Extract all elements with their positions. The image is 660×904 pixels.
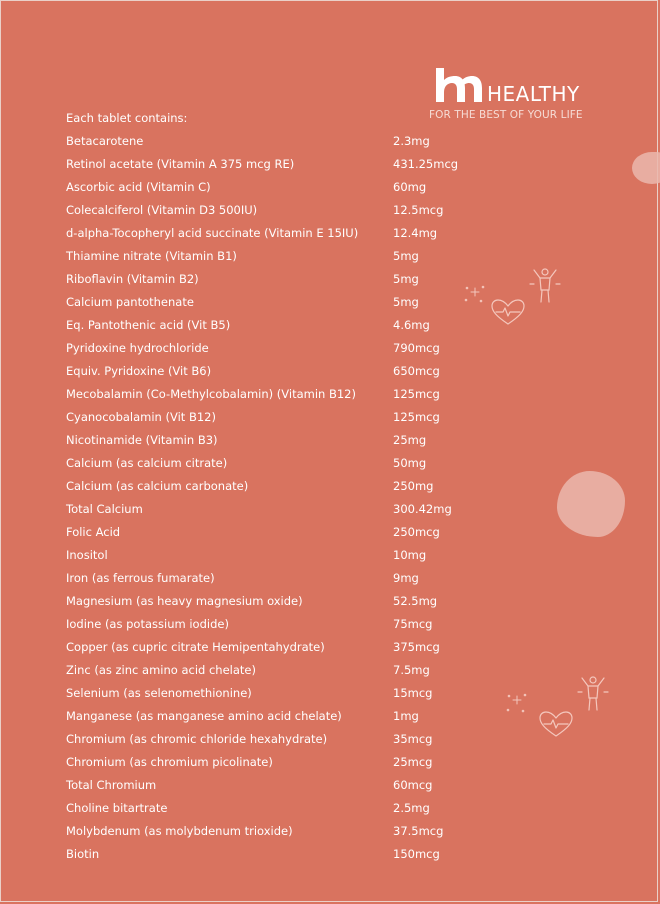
nutrient-name: Inositol xyxy=(66,548,108,562)
nutrient-amount: 75mcg xyxy=(393,617,433,631)
nutrient-name: Nicotinamide (Vitamin B3) xyxy=(66,433,218,447)
nutrient-name: Mecobalamin (Co-Methylcobalamin) (Vitamin B12) xyxy=(66,387,356,401)
table-row xyxy=(66,315,586,338)
nutrient-name: Biotin xyxy=(66,847,100,861)
table-row xyxy=(66,453,586,476)
nutrient-amount: 790mcg xyxy=(393,341,440,355)
nutrient-name: Calcium (as calcium citrate) xyxy=(66,456,228,470)
nutrient-amount: 10mg xyxy=(393,548,427,562)
nutrient-amount: 52.5mg xyxy=(393,594,438,608)
nutrient-amount: 12.5mcg xyxy=(393,203,444,217)
nutrient-name: Folic Acid xyxy=(66,525,121,539)
nutrient-name: Thiamine nitrate (Vitamin B1) xyxy=(66,249,237,263)
nutrient-name: Chromium (as chromic chloride hexahydrate) xyxy=(66,732,328,746)
table-row xyxy=(66,545,586,568)
table-row xyxy=(66,177,586,200)
nutrient-name: Calcium pantothenate xyxy=(66,295,194,309)
table-header-label: Each tablet contains: xyxy=(66,111,188,125)
table-row xyxy=(66,246,586,269)
table-row xyxy=(66,131,586,154)
table-row xyxy=(66,499,586,522)
nutrient-name: Eq. Pantothenic acid (Vit B5) xyxy=(66,318,231,332)
table-row xyxy=(66,407,586,430)
nutrient-name: Colecalciferol (Vitamin D3 500IU) xyxy=(66,203,258,217)
nutrient-name: Copper (as cupric citrate Hemipentahydrate) xyxy=(66,640,325,654)
bn-logo-mark-icon xyxy=(432,66,486,104)
table-header xyxy=(66,108,586,131)
nutrient-name: Total Chromium xyxy=(66,778,157,792)
table-row xyxy=(66,200,586,223)
nutrient-amount: 300.42mg xyxy=(393,502,452,516)
nutrient-amount: 125mcg xyxy=(393,410,440,424)
nutrient-amount: 125mcg xyxy=(393,387,440,401)
table-row xyxy=(66,384,586,407)
nutrient-amount: 2.5mg xyxy=(393,801,430,815)
nutrient-amount: 5mg xyxy=(393,295,419,309)
table-row xyxy=(66,637,586,660)
nutrient-name: Total Calcium xyxy=(66,502,143,516)
nutrient-amount: 15mcg xyxy=(393,686,433,700)
nutrient-amount: 12.4mg xyxy=(393,226,438,240)
table-row xyxy=(66,683,586,706)
nutrient-name: Pyridoxine hydrochloride xyxy=(66,341,209,355)
table-row xyxy=(66,568,586,591)
nutrient-name: Molybdenum (as molybdenum trioxide) xyxy=(66,824,293,838)
table-row xyxy=(66,476,586,499)
table-row xyxy=(66,269,586,292)
nutrient-name: Selenium (as selenomethionine) xyxy=(66,686,252,700)
nutrient-name: Magnesium (as heavy magnesium oxide) xyxy=(66,594,303,608)
nutrient-name: Calcium (as calcium carbonate) xyxy=(66,479,249,493)
table-row xyxy=(66,706,586,729)
nutrient-amount: 9mg xyxy=(393,571,419,585)
table-row xyxy=(66,292,586,315)
table-row xyxy=(66,729,586,752)
table-row xyxy=(66,223,586,246)
nutrient-amount: 37.5mcg xyxy=(393,824,444,838)
nutrient-name: Retinol acetate (Vitamin A 375 mcg RE) xyxy=(66,157,295,171)
nutrient-name: Zinc (as zinc amino acid chelate) xyxy=(66,663,256,677)
table-row xyxy=(66,338,586,361)
nutrient-name: d-alpha-Tocopheryl acid succinate (Vitamin E 15IU) xyxy=(66,226,359,240)
table-row xyxy=(66,821,586,844)
nutrient-name: Cyanocobalamin (Vit B12) xyxy=(66,410,216,424)
nutrient-amount: 431.25mcg xyxy=(393,157,459,171)
nutrient-amount: 150mcg xyxy=(393,847,440,861)
nutrient-name: Iodine (as potassium iodide) xyxy=(66,617,229,631)
nutrient-amount: 25mg xyxy=(393,433,427,447)
table-row xyxy=(66,752,586,775)
table-row xyxy=(66,660,586,683)
nutrient-amount: 1mg xyxy=(393,709,419,723)
nutrient-amount: 5mg xyxy=(393,272,419,286)
nutrient-amount: 5mg xyxy=(393,249,419,263)
nutrient-amount: 35mcg xyxy=(393,732,433,746)
brand-tagline: FOR THE BEST OF YOUR LIFE xyxy=(429,109,583,121)
nutrient-name: Choline bitartrate xyxy=(66,801,168,815)
nutrient-amount: 25mcg xyxy=(393,755,433,769)
table-row xyxy=(66,154,586,177)
nutrient-amount: 7.5mg xyxy=(393,663,430,677)
nutrient-rows xyxy=(66,131,586,867)
nutrient-amount: 250mcg xyxy=(393,525,440,539)
brand-name: HEALTHY xyxy=(487,82,580,106)
table-row xyxy=(66,361,586,384)
nutrient-amount: 50mg xyxy=(393,456,427,470)
table-row xyxy=(66,775,586,798)
table-row xyxy=(66,798,586,821)
nutrient-name: Chromium (as chromium picolinate) xyxy=(66,755,273,769)
nutrient-name: Iron (as ferrous fumarate) xyxy=(66,571,215,585)
nutrient-name: Betacarotene xyxy=(66,134,144,148)
nutrient-amount: 4.6mg xyxy=(393,318,430,332)
nutrient-amount: 650mcg xyxy=(393,364,440,378)
nutrient-amount: 250mg xyxy=(393,479,434,493)
table-row xyxy=(66,614,586,637)
table-row xyxy=(66,591,586,614)
nutrient-amount: 2.3mg xyxy=(393,134,430,148)
nutrient-name: Ascorbic acid (Vitamin C) xyxy=(66,180,211,194)
nutrient-amount: 375mcg xyxy=(393,640,440,654)
nutrient-amount: 60mcg xyxy=(393,778,433,792)
table-row xyxy=(66,430,586,453)
table-row xyxy=(66,522,586,545)
nutrient-name: Manganese (as manganese amino acid chelate) xyxy=(66,709,342,723)
nutrient-amount: 60mg xyxy=(393,180,427,194)
nutrient-name: Equiv. Pyridoxine (Vit B6) xyxy=(66,364,212,378)
nutrient-name: Riboflavin (Vitamin B2) xyxy=(66,272,199,286)
nutrient-table xyxy=(66,108,586,867)
table-row xyxy=(66,844,586,867)
